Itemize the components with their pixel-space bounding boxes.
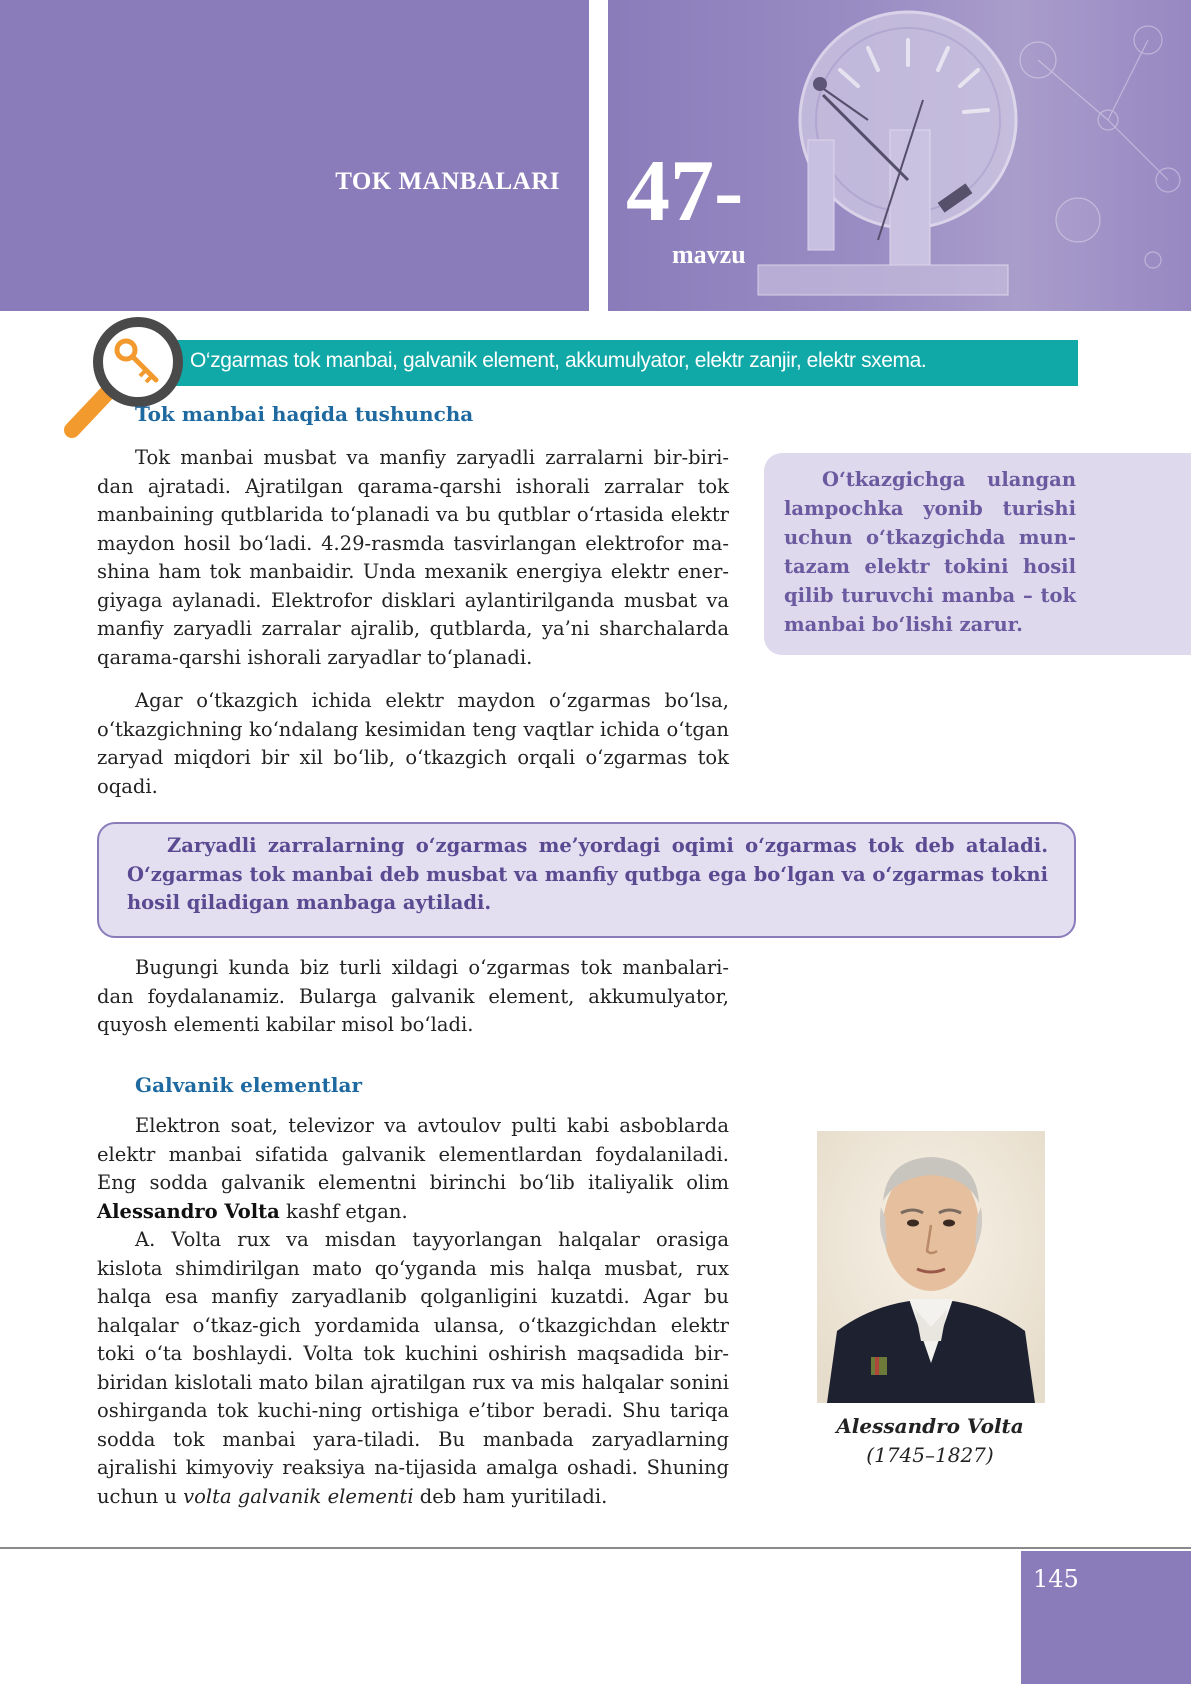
paragraph-2: Agar o‘tkazgich ichida elektr maydon o‘zgarmas bo‘lsa, o‘tkazgichning ko‘ndalang kesimidan teng vaqtlar ichida o‘tgan zaryad miqdori bir xil bo‘lib, o‘tkazgich orqali o‘zgarmas tok oqadi. [97, 689, 729, 798]
paragraph-1: Tok manbai musbat va manfiy zaryadli zarralarni bir-biri-dan ajratadi. Ajratilgan qarama-qarshi ishorali zarralar tok manbaining qutblarida to‘planadi va bu qutblar o‘rtasida elektr maydon hosil bo‘ladi. 4.29-rasmda tasvirlangan elektrofor ma-shina ham tok manbaidir. Unda mexanik energiya elektr ener-giyaga aylanadi. Elektrofor disklari aylantirilganda musbat va manfiy zaryadli zarralar ajralib, qutblarda, ya’ni sharchalarda qarama-qarshi ishorali zaryadlar to‘planadi. [97, 446, 729, 669]
paragraph-5-end: deb ham yuritiladi. [413, 1484, 608, 1508]
side-note-box [764, 453, 1191, 655]
keywords-text: O‘zgarmas tok manbai, galvanik element, akkumulyator, elektr zanjir, elektr sxema. [190, 349, 927, 372]
paragraph-4-start: Elektron soat, televizor va avtoulov pulti kabi asboblarda elektr manbai sifatida galvanik elementlardan foydalaniladi. Eng sodda galvanik elementni birinchi bo‘lib italiyalik olim [97, 1114, 729, 1194]
keywords-bar [176, 340, 1078, 386]
page-number: 145 [1033, 1565, 1079, 1593]
topic-title: TOK MANBALARI [335, 168, 560, 195]
paragraph-5-start: A. Volta rux va misdan tayyorlangan halqalar orasiga kislota shimdirilgan mato qo‘yganda mis halqa musbat, rux halqa esa manfiy zaryadlanib qolganligini kuzatdi. Agar bu halqalar o‘tkaz-gich yordamida ulansa, o‘tkazgichdan elektr toki o‘ta boshlaydi. Volta tok kuchini oshirish maqsadida bir-biridan kislotali mato bilan ajratilgan rux va mis halqalar sonini oshirganda tok kuchi-ning ortishiga e’tibor beradi. Shu tariqa sodda tok manbai yara-tiladi. Bu manbada zaryadlarning ajralishi kimyoviy reaksiya na-tijasida amalga oshadi. Shuning uchun u [97, 1228, 729, 1508]
section-heading-galvanik: Galvanik elementlar [135, 1073, 362, 1097]
header-left-panel [0, 0, 589, 311]
page-number-box [1021, 1551, 1191, 1684]
header-divider [589, 0, 608, 311]
portrait-caption-name: Alessandro Volta [836, 1414, 1024, 1438]
paragraph-4 [97, 1112, 729, 1226]
paragraph-5 [97, 1226, 729, 1511]
header-right-panel [608, 0, 1191, 311]
topic-number: 47- [626, 143, 744, 240]
paragraph-3: Bugungi kunda biz turli xildagi o‘zgarmas tok manbalari-dan foydalanamiz. Bularga galvanik element, akkumulyator, quyosh elementi kabilar misol bo‘ladi. [97, 956, 729, 1036]
portrait-caption-years: (1745–1827) [866, 1443, 994, 1467]
side-note-text: O‘tkazgichga ulangan lampochka yonib turishi uchun o‘tkazgichda mun-tazam elektr tokini hosil qilib turuvchi manba – tok manbai bo‘lishi zarur. [784, 468, 1076, 636]
topic-label: mavzu [672, 240, 746, 269]
footer-rule [0, 1547, 1191, 1549]
definition-text: Zaryadli zarralarning o‘zgarmas me’yordagi oqimi o‘zgarmas tok deb ataladi. O‘zgarmas tok manbai deb musbat va manfiy qutbga ega bo‘lgan va o‘zgarmas tokni hosil qiladigan manbaga aytiladi. [127, 834, 1048, 914]
volta-portrait [817, 1131, 1045, 1403]
section-heading-tok-manbai: Tok manbai haqida tushuncha [135, 402, 474, 426]
portrait-image [817, 1131, 1045, 1403]
scientist-name: Alessandro Volta [97, 1199, 280, 1223]
definition-box [97, 822, 1076, 938]
volta-element-term: volta galvanik elementi [183, 1484, 414, 1508]
paragraph-4-end: kashf etgan. [279, 1199, 408, 1223]
